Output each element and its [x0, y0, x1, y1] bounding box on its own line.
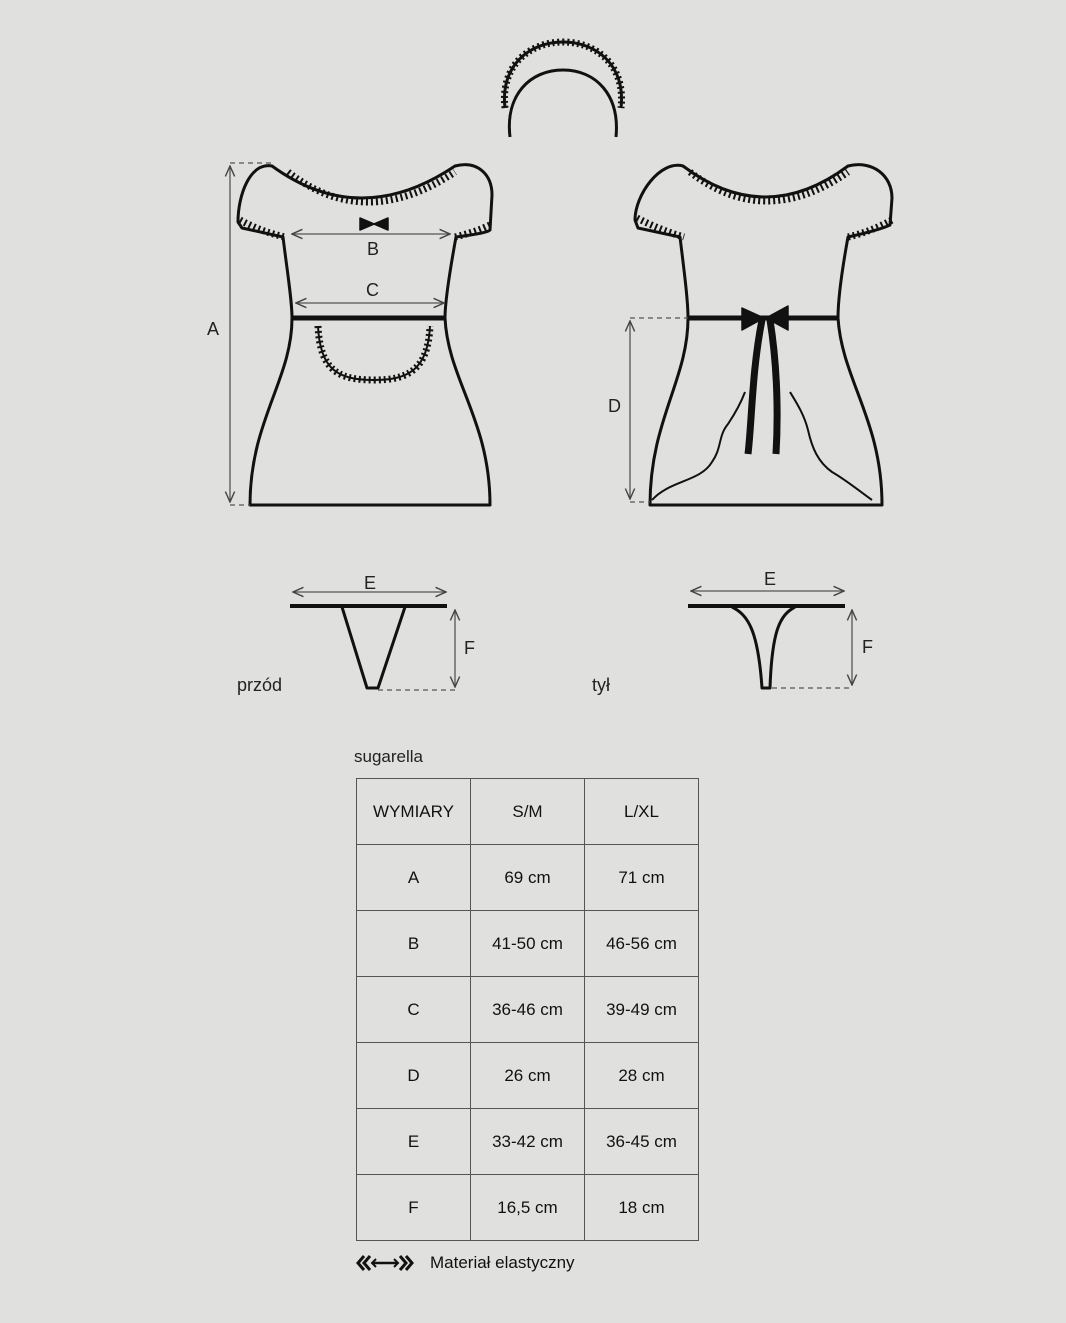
table-cell: E [357, 1109, 471, 1175]
material-legend [356, 1252, 575, 1274]
stretch-arrows-icon [356, 1252, 414, 1274]
dim-label-c: C [366, 280, 379, 300]
table-row [357, 1043, 699, 1109]
dim-label-a: A [207, 319, 220, 339]
table-row [357, 1175, 699, 1241]
dim-label-f-back: F [862, 637, 873, 657]
table-cell: 36-46 cm [471, 977, 585, 1043]
table-cell: 41-50 cm [471, 911, 585, 977]
size-table [356, 778, 699, 1241]
table-cell: 36-45 cm [585, 1109, 699, 1175]
dim-label-f-front: F [464, 638, 475, 658]
size-table-header-cell: L/XL [585, 779, 699, 845]
table-cell: F [357, 1175, 471, 1241]
dim-label-e-front: E [364, 573, 377, 593]
table-cell: 28 cm [585, 1043, 699, 1109]
table-cell: 33-42 cm [471, 1109, 585, 1175]
headband-drawing [504, 42, 621, 137]
size-table-header-row [357, 779, 699, 845]
table-cell: 71 cm [585, 845, 699, 911]
dress-front-dimensions [230, 163, 450, 505]
size-table-header-cell: S/M [471, 779, 585, 845]
table-cell: B [357, 911, 471, 977]
legend-text: Materiał elastyczny [430, 1253, 575, 1272]
dress-front-drawing [238, 165, 492, 505]
dim-label-b: B [367, 239, 380, 259]
table-cell: 26 cm [471, 1043, 585, 1109]
table-cell: 46-56 cm [585, 911, 699, 977]
table-cell: A [357, 845, 471, 911]
dress-back-drawing [635, 165, 892, 505]
dim-label-e-back: E [764, 569, 777, 589]
size-table-header-cell: WYMIARY [357, 779, 471, 845]
thong-front-drawing [290, 606, 447, 688]
table-row [357, 845, 699, 911]
table-cell: 18 cm [585, 1175, 699, 1241]
table-cell: C [357, 977, 471, 1043]
table-cell: 69 cm [471, 845, 585, 911]
dress-back-dimensions [630, 318, 688, 502]
table-row [357, 1109, 699, 1175]
table-row [357, 911, 699, 977]
table-cell: 16,5 cm [471, 1175, 585, 1241]
table-cell: D [357, 1043, 471, 1109]
thong-back-drawing [688, 606, 845, 688]
dim-label-d: D [608, 396, 621, 416]
table-cell: 39-49 cm [585, 977, 699, 1043]
back-view-label: tył [592, 675, 610, 695]
front-view-label: przód [237, 675, 283, 695]
product-name: sugarella [354, 747, 423, 766]
table-row [357, 977, 699, 1043]
